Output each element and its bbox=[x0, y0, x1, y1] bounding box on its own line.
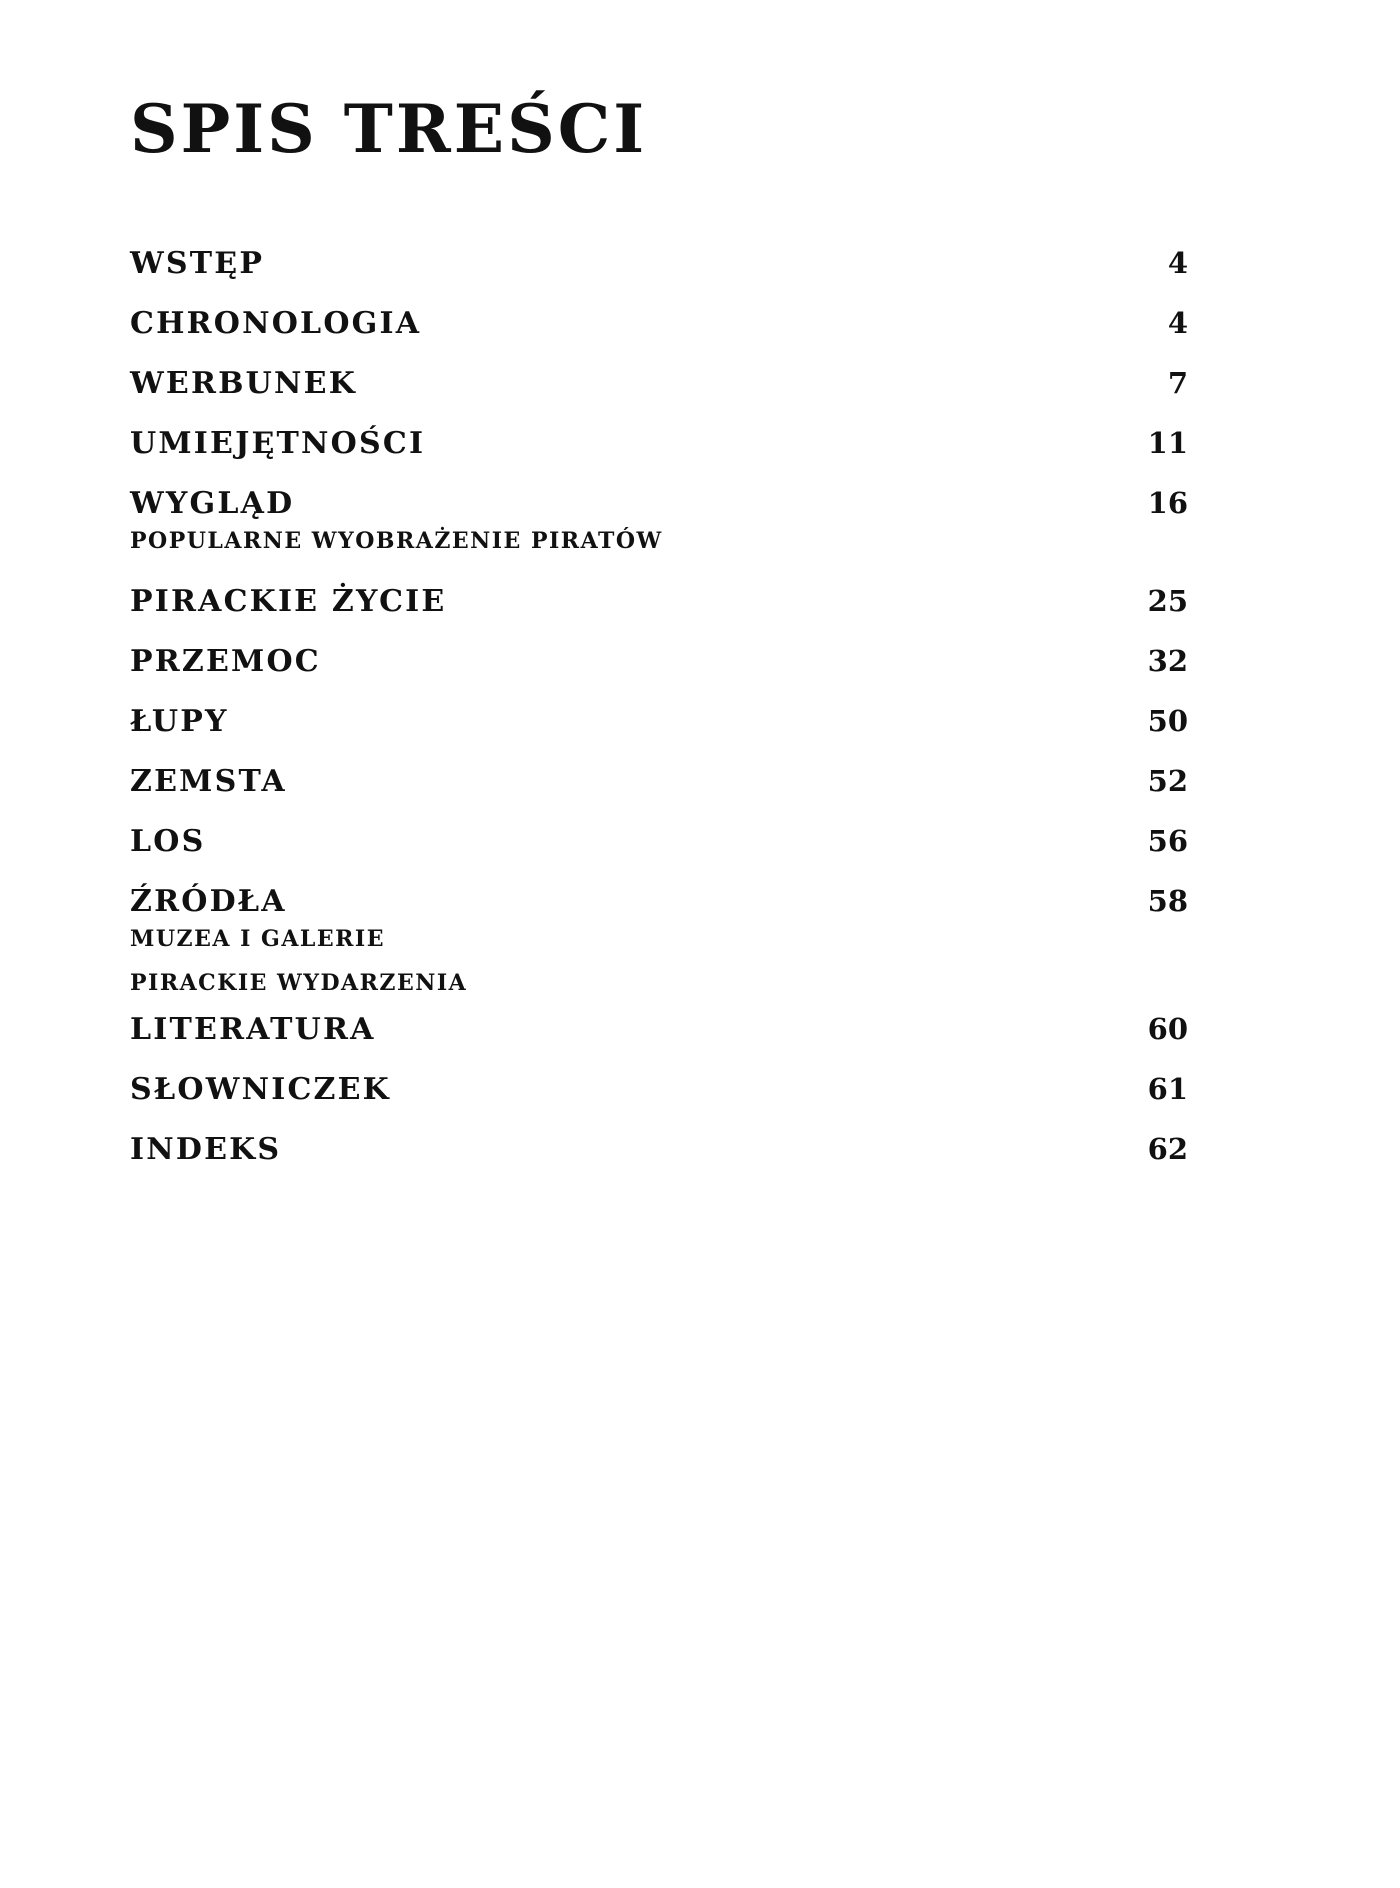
toc-entry-row bbox=[130, 366, 1188, 400]
toc-entry-page-number: 62 bbox=[1147, 1132, 1188, 1166]
toc-entry-row bbox=[130, 426, 1188, 460]
table-of-contents bbox=[130, 246, 1188, 1192]
toc-entry bbox=[130, 246, 1188, 280]
toc-entry-title: SŁOWNICZEK bbox=[130, 1072, 391, 1107]
toc-subentry-title: MUZEA I GALERIE bbox=[130, 926, 385, 952]
toc-entry bbox=[130, 1072, 1188, 1106]
toc-entry bbox=[130, 764, 1188, 798]
toc-entry-row bbox=[130, 486, 1188, 520]
toc-entry-row bbox=[130, 246, 1188, 280]
toc-entry-page-number: 32 bbox=[1147, 644, 1188, 678]
toc-entry-page-number: 60 bbox=[1147, 1012, 1188, 1046]
toc-entry-page-number: 4 bbox=[1167, 246, 1188, 280]
toc-entry-row bbox=[130, 1012, 1188, 1046]
toc-entry-page-number: 61 bbox=[1147, 1072, 1188, 1106]
toc-entry-row bbox=[130, 1072, 1188, 1106]
toc-entry bbox=[130, 644, 1188, 678]
toc-entry-row bbox=[130, 306, 1188, 340]
toc-entry bbox=[130, 426, 1188, 460]
toc-entry bbox=[130, 584, 1188, 618]
toc-entry-row bbox=[130, 824, 1188, 858]
toc-entry bbox=[130, 884, 1188, 996]
toc-entry-title: ŹRÓDŁA bbox=[130, 884, 287, 919]
toc-entry-title: LITERATURA bbox=[130, 1012, 376, 1047]
page-title: SPIS TREŚCI bbox=[130, 90, 648, 168]
toc-entry-page-number: 25 bbox=[1147, 584, 1188, 618]
toc-entry-title: INDEKS bbox=[130, 1132, 282, 1167]
toc-entry-page-number: 50 bbox=[1147, 704, 1188, 738]
toc-entry-page-number: 7 bbox=[1167, 366, 1188, 400]
toc-entry-row bbox=[130, 764, 1188, 798]
toc-entry-page-number: 52 bbox=[1147, 764, 1188, 798]
toc-entry bbox=[130, 704, 1188, 738]
toc-entry-row bbox=[130, 584, 1188, 618]
toc-entry-title: UMIEJĘTNOŚCI bbox=[130, 426, 426, 461]
toc-entry-page-number: 16 bbox=[1147, 486, 1188, 520]
toc-entry-page-number: 4 bbox=[1167, 306, 1188, 340]
toc-entry bbox=[130, 1132, 1188, 1166]
toc-entry-page-number: 56 bbox=[1147, 824, 1188, 858]
toc-entry-title: PIRACKIE ŻYCIE bbox=[130, 584, 447, 619]
toc-entry-title: ŁUPY bbox=[130, 704, 229, 739]
toc-subentry-title: PIRACKIE WYDARZENIA bbox=[130, 970, 468, 996]
toc-entry-title: PRZEMOC bbox=[130, 644, 321, 679]
toc-entry bbox=[130, 824, 1188, 858]
toc-entry-title: ZEMSTA bbox=[130, 764, 287, 799]
toc-entry bbox=[130, 366, 1188, 400]
toc-entry bbox=[130, 486, 1188, 554]
toc-entry-title: LOS bbox=[130, 824, 206, 859]
toc-entry bbox=[130, 1012, 1188, 1046]
toc-entry-row bbox=[130, 644, 1188, 678]
toc-entry bbox=[130, 306, 1188, 340]
toc-entry-page-number: 58 bbox=[1147, 884, 1188, 918]
toc-entry-title: WSTĘP bbox=[130, 246, 265, 281]
toc-entry-row bbox=[130, 704, 1188, 738]
toc-entry-row bbox=[130, 1132, 1188, 1166]
toc-entry-row bbox=[130, 884, 1188, 918]
toc-subentry-title: POPULARNE WYOBRAŻENIE PIRATÓW bbox=[130, 528, 663, 554]
toc-entry-title: WYGLĄD bbox=[130, 486, 295, 521]
toc-entry-title: WERBUNEK bbox=[130, 366, 357, 401]
toc-entry-page-number: 11 bbox=[1147, 426, 1188, 460]
toc-entry-title: CHRONOLOGIA bbox=[130, 306, 422, 341]
